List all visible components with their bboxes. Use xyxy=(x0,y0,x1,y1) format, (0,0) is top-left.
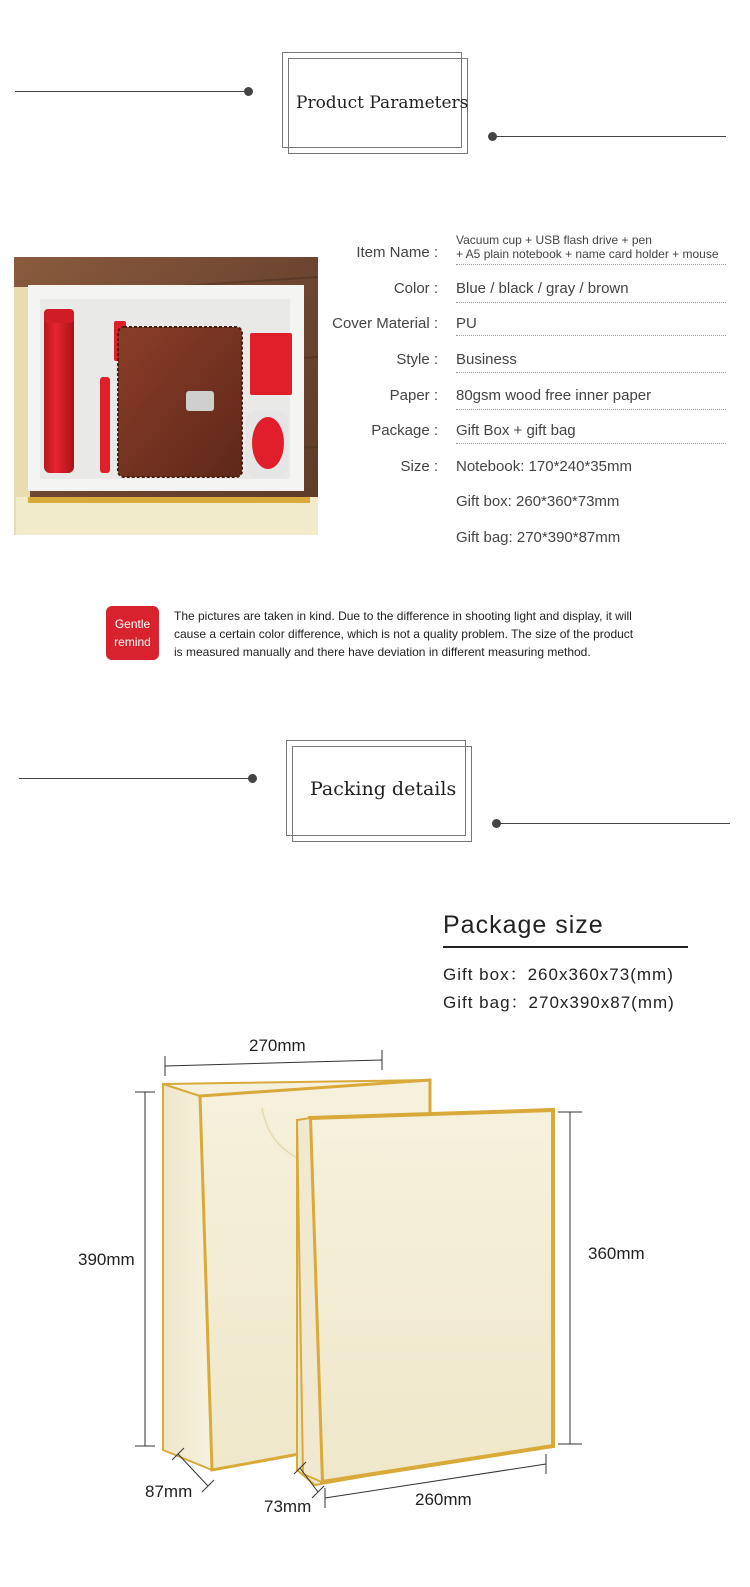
param-value-package: Gift Box + gift bag xyxy=(456,422,576,439)
title-left-dot xyxy=(248,774,257,783)
param-separator xyxy=(456,443,726,444)
param-separator xyxy=(456,335,726,336)
title-right-line xyxy=(498,823,730,824)
title-left-line xyxy=(15,91,247,92)
param-label-cover: Cover Material : xyxy=(332,315,438,332)
param-value-color: Blue / black / gray / brown xyxy=(456,280,629,297)
package-illustration xyxy=(0,1030,750,1550)
dim-box-height: 360mm xyxy=(588,1244,645,1263)
param-value-cover: PU xyxy=(456,315,477,332)
section-title-packing: Packing details xyxy=(310,778,457,800)
remind-line2: cause a certain color difference, which is not a quality problem. The size of the product xyxy=(174,627,634,641)
product-photo xyxy=(14,257,318,535)
param-value-size-giftbox: Gift box: 260*360*73mm xyxy=(456,493,620,510)
param-label-paper: Paper : xyxy=(389,387,438,404)
remind-badge-line2: remind xyxy=(114,635,151,649)
dim-box-depth: 73mm xyxy=(264,1497,312,1516)
package-giftbox: Gift box：260x360x73(mm) xyxy=(443,965,674,984)
param-label-color: Color : xyxy=(393,280,438,297)
section-title-params: Product Parameters xyxy=(296,93,469,113)
title-left-dot xyxy=(244,87,253,96)
remind-line1: The pictures are taken in kind. Due to the difference in shooting light and display, it will xyxy=(174,609,632,623)
dim-bag-height: 390mm xyxy=(78,1250,135,1269)
param-separator xyxy=(456,409,726,410)
param-value-size-notebook: Notebook: 170*240*35mm xyxy=(456,458,632,475)
param-separator xyxy=(456,264,726,265)
param-label-size: Size : xyxy=(400,458,438,475)
title-right-line xyxy=(494,136,726,137)
param-value-size-giftbag: Gift bag: 270*390*87mm xyxy=(456,529,621,546)
remind-badge-line1: Gentle xyxy=(114,617,151,631)
param-value-item-name-1: Vacuum cup + USB flash drive + pen xyxy=(456,233,652,247)
remind-badge xyxy=(106,606,159,660)
package-size-underline xyxy=(443,946,688,948)
param-label-package: Package : xyxy=(371,422,438,439)
dim-bag-depth: 87mm xyxy=(145,1482,193,1501)
package-size-heading: Package size xyxy=(443,911,604,939)
param-value-item-name-2: + A5 plain notebook + name card holder + mouse xyxy=(456,247,719,261)
param-label-item-name: Item Name : xyxy=(356,244,438,261)
remind-line3: is measured manually and there have deviation in different measuring method. xyxy=(174,645,591,659)
param-separator xyxy=(456,372,726,373)
param-label-style: Style : xyxy=(396,351,438,368)
package-giftbag: Gift bag：270x390x87(mm) xyxy=(443,993,675,1012)
dim-box-width: 260mm xyxy=(415,1490,472,1509)
param-separator xyxy=(456,302,726,303)
title-left-line xyxy=(19,778,251,779)
param-value-paper: 80gsm wood free inner paper xyxy=(456,387,652,404)
param-value-style: Business xyxy=(456,351,517,368)
dim-bag-width: 270mm xyxy=(249,1036,306,1055)
remind-text xyxy=(174,607,633,661)
